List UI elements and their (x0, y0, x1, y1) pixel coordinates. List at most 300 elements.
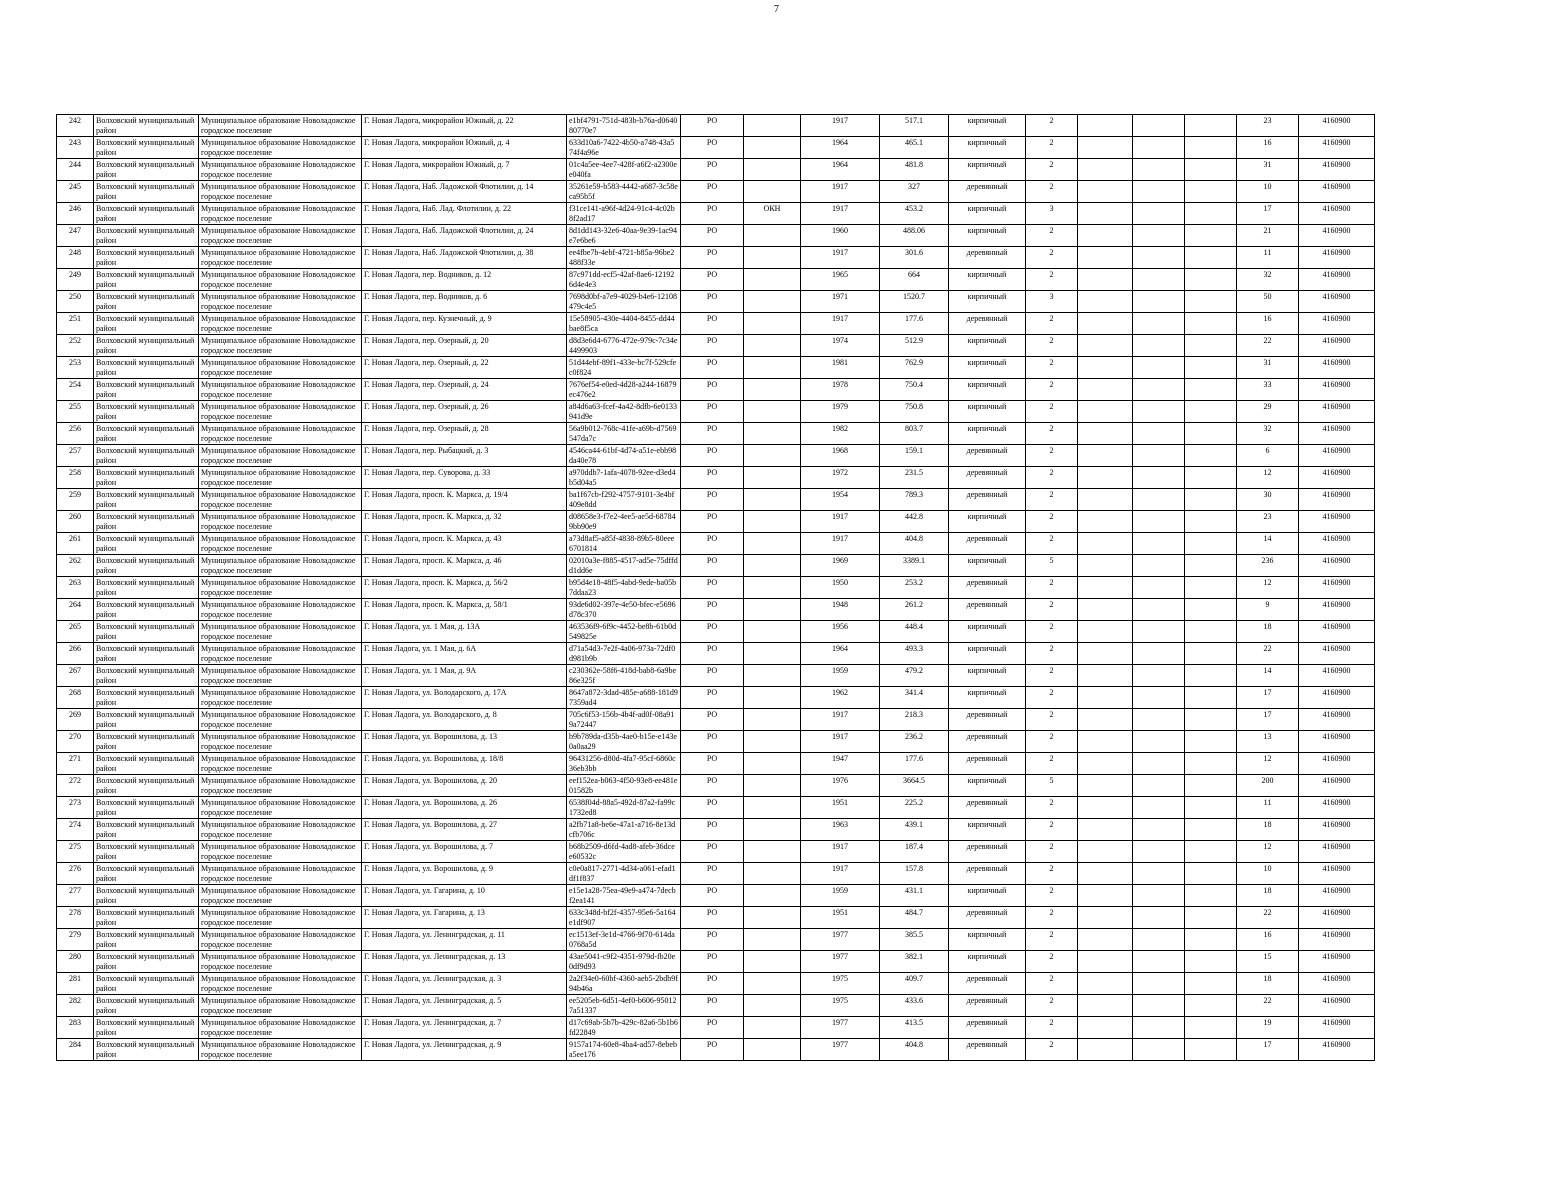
wall-material-cell: деревянный (949, 863, 1026, 885)
area-cell: 762.9 (880, 357, 949, 379)
code-cell: 4160900 (1299, 467, 1375, 489)
guid-cell: 15e58905-430e-4404-8455-dd44bae8f5ca (567, 313, 681, 335)
empty-cell (1078, 335, 1133, 357)
build-year-cell: 1964 (801, 137, 880, 159)
code-cell: 4160900 (1299, 731, 1375, 753)
empty-cell (1078, 203, 1133, 225)
table-row (57, 885, 1375, 907)
row-number-cell: 272 (57, 775, 94, 797)
wall-material-cell: кирпичный (949, 423, 1026, 445)
row-number-cell: 264 (57, 599, 94, 621)
district-cell: Волховский муниципальный район (94, 335, 199, 357)
empty-cell (1133, 247, 1185, 269)
district-cell: Волховский муниципальный район (94, 555, 199, 577)
area-cell: 431.1 (880, 885, 949, 907)
address-cell: Г. Новая Ладога, ул. Володарского, д. 8 (362, 709, 567, 731)
guid-cell: d71a54d3-7e2f-4a06-973a-72df0d981b9b (567, 643, 681, 665)
floors-cell: 2 (1026, 863, 1078, 885)
heritage-status-cell (744, 731, 801, 753)
object-type-cell: РО (681, 225, 744, 247)
district-cell: Волховский муниципальный район (94, 159, 199, 181)
address-cell: Г. Новая Ладога, просп. К. Маркса, д. 43 (362, 533, 567, 555)
floors-cell: 2 (1026, 643, 1078, 665)
build-year-cell: 1977 (801, 929, 880, 951)
empty-cell (1185, 1039, 1237, 1061)
guid-cell: 6538f04d-88a5-492d-87a2-fa99c1732ed8 (567, 797, 681, 819)
floors-cell: 2 (1026, 269, 1078, 291)
address-cell: Г. Новая Ладога, ул. Ворошилова, д. 7 (362, 841, 567, 863)
area-cell: 225.2 (880, 797, 949, 819)
object-type-cell: РО (681, 775, 744, 797)
object-type-cell: РО (681, 599, 744, 621)
municipality-cell: Муниципальное образование Новоладожское городское поселение (199, 643, 362, 665)
row-number-cell: 242 (57, 115, 94, 137)
municipality-cell: Муниципальное образование Новоладожское городское поселение (199, 929, 362, 951)
row-number-cell: 257 (57, 445, 94, 467)
table-row (57, 489, 1375, 511)
residents-cell: 16 (1237, 929, 1299, 951)
area-cell: 404.8 (880, 1039, 949, 1061)
row-number-cell: 250 (57, 291, 94, 313)
table-row (57, 973, 1375, 995)
area-cell: 177.6 (880, 753, 949, 775)
code-cell: 4160900 (1299, 291, 1375, 313)
heritage-status-cell (744, 357, 801, 379)
empty-cell (1133, 665, 1185, 687)
build-year-cell: 1951 (801, 907, 880, 929)
guid-cell: 93de6d02-397e-4e50-bfec-e5696d78c370 (567, 599, 681, 621)
object-type-cell: РО (681, 687, 744, 709)
heritage-status-cell (744, 621, 801, 643)
empty-cell (1078, 445, 1133, 467)
empty-cell (1133, 401, 1185, 423)
build-year-cell: 1950 (801, 577, 880, 599)
empty-cell (1185, 247, 1237, 269)
wall-material-cell: кирпичный (949, 621, 1026, 643)
address-cell: Г. Новая Ладога, ул. Ленинградская, д. 3 (362, 973, 567, 995)
heritage-status-cell (744, 687, 801, 709)
wall-material-cell: кирпичный (949, 929, 1026, 951)
empty-cell (1133, 621, 1185, 643)
area-cell: 3664.5 (880, 775, 949, 797)
table-row (57, 1039, 1375, 1061)
guid-cell: 87c971dd-ecf5-42af-8ae6-121926d4e4e3 (567, 269, 681, 291)
heritage-status-cell (744, 797, 801, 819)
floors-cell: 2 (1026, 819, 1078, 841)
row-number-cell: 256 (57, 423, 94, 445)
heritage-status-cell (744, 599, 801, 621)
empty-cell (1133, 335, 1185, 357)
code-cell: 4160900 (1299, 643, 1375, 665)
heritage-status-cell (744, 423, 801, 445)
empty-cell (1185, 181, 1237, 203)
municipality-cell: Муниципальное образование Новоладожское городское поселение (199, 445, 362, 467)
object-type-cell: РО (681, 401, 744, 423)
object-type-cell: РО (681, 511, 744, 533)
wall-material-cell: кирпичный (949, 555, 1026, 577)
empty-cell (1133, 819, 1185, 841)
address-cell: Г. Новая Ладога, пер. Озерный, д. 22 (362, 357, 567, 379)
floors-cell: 2 (1026, 951, 1078, 973)
guid-cell: d8d3e6d4-6776-472e-979c-7c34e4499903 (567, 335, 681, 357)
object-type-cell: РО (681, 951, 744, 973)
empty-cell (1185, 841, 1237, 863)
municipality-cell: Муниципальное образование Новоладожское городское поселение (199, 731, 362, 753)
area-cell: 442.8 (880, 511, 949, 533)
address-cell: Г. Новая Ладога, ул. 1 Мая, д. 13А (362, 621, 567, 643)
object-type-cell: РО (681, 115, 744, 137)
area-cell: 750.8 (880, 401, 949, 423)
residents-cell: 17 (1237, 687, 1299, 709)
floors-cell: 2 (1026, 973, 1078, 995)
empty-cell (1133, 269, 1185, 291)
area-cell: 479.2 (880, 665, 949, 687)
floors-cell: 2 (1026, 665, 1078, 687)
empty-cell (1133, 467, 1185, 489)
heritage-status-cell (744, 775, 801, 797)
wall-material-cell: деревянный (949, 709, 1026, 731)
guid-cell: 96431256-d80d-4fa7-95cf-6860c36eb3bb (567, 753, 681, 775)
code-cell: 4160900 (1299, 225, 1375, 247)
empty-cell (1078, 709, 1133, 731)
empty-cell (1185, 885, 1237, 907)
guid-cell: ec1513ef-3e1d-4766-9f70-614da0768a5d (567, 929, 681, 951)
empty-cell (1185, 621, 1237, 643)
empty-cell (1133, 731, 1185, 753)
heritage-status-cell (744, 863, 801, 885)
empty-cell (1133, 643, 1185, 665)
district-cell: Волховский муниципальный район (94, 511, 199, 533)
area-cell: 385.5 (880, 929, 949, 951)
area-cell: 664 (880, 269, 949, 291)
heritage-status-cell (744, 379, 801, 401)
guid-cell: b9b789da-d35b-4ae0-b15e-e143e0a0aa29 (567, 731, 681, 753)
residents-cell: 29 (1237, 401, 1299, 423)
empty-cell (1133, 599, 1185, 621)
address-cell: Г. Новая Ладога, ул. Гагарина, д. 10 (362, 885, 567, 907)
address-cell: Г. Новая Ладога, пер. Суворова, д. 33 (362, 467, 567, 489)
floors-cell: 2 (1026, 577, 1078, 599)
residents-cell: 12 (1237, 577, 1299, 599)
table-row (57, 379, 1375, 401)
heritage-status-cell (744, 467, 801, 489)
empty-cell (1078, 665, 1133, 687)
empty-cell (1078, 973, 1133, 995)
code-cell: 4160900 (1299, 863, 1375, 885)
municipality-cell: Муниципальное образование Новоладожское городское поселение (199, 159, 362, 181)
municipality-cell: Муниципальное образование Новоладожское городское поселение (199, 203, 362, 225)
area-cell: 439.1 (880, 819, 949, 841)
empty-cell (1133, 1017, 1185, 1039)
build-year-cell: 1981 (801, 357, 880, 379)
empty-cell (1133, 577, 1185, 599)
object-type-cell: РО (681, 731, 744, 753)
empty-cell (1185, 753, 1237, 775)
heritage-status-cell (744, 995, 801, 1017)
code-cell: 4160900 (1299, 995, 1375, 1017)
empty-cell (1078, 467, 1133, 489)
area-cell: 3389.1 (880, 555, 949, 577)
row-number-cell: 280 (57, 951, 94, 973)
heritage-status-cell (744, 929, 801, 951)
object-type-cell: РО (681, 159, 744, 181)
residents-cell: 16 (1237, 313, 1299, 335)
district-cell: Волховский муниципальный район (94, 687, 199, 709)
empty-cell (1078, 929, 1133, 951)
wall-material-cell: деревянный (949, 841, 1026, 863)
municipality-cell: Муниципальное образование Новоладожское городское поселение (199, 885, 362, 907)
object-type-cell: РО (681, 907, 744, 929)
empty-cell (1185, 577, 1237, 599)
guid-cell: e15e1a28-75ea-49e9-a474-7decbf2ea141 (567, 885, 681, 907)
code-cell: 4160900 (1299, 577, 1375, 599)
municipality-cell: Муниципальное образование Новоладожское городское поселение (199, 511, 362, 533)
residents-cell: 32 (1237, 423, 1299, 445)
floors-cell: 2 (1026, 313, 1078, 335)
address-cell: Г. Новая Ладога, пер. Озерный, д. 20 (362, 335, 567, 357)
residents-cell: 22 (1237, 907, 1299, 929)
guid-cell: 02010a3e-f885-4517-ad5e-75dffdd1dd6e (567, 555, 681, 577)
residents-cell: 18 (1237, 885, 1299, 907)
wall-material-cell: деревянный (949, 313, 1026, 335)
municipality-cell: Муниципальное образование Новоладожское городское поселение (199, 291, 362, 313)
empty-cell (1133, 159, 1185, 181)
empty-cell (1078, 555, 1133, 577)
code-cell: 4160900 (1299, 665, 1375, 687)
empty-cell (1078, 379, 1133, 401)
table-row (57, 797, 1375, 819)
guid-cell: 4546ca44-61bf-4d74-a51e-ebb98da40e78 (567, 445, 681, 467)
table-row (57, 841, 1375, 863)
guid-cell: 8d1dd143-32e6-40aa-9e39-1ac94e7e6be6 (567, 225, 681, 247)
address-cell: Г. Новая Ладога, просп. К. Маркса, д. 46 (362, 555, 567, 577)
wall-material-cell: кирпичный (949, 357, 1026, 379)
floors-cell: 5 (1026, 775, 1078, 797)
empty-cell (1185, 1017, 1237, 1039)
guid-cell: d17c69ab-5b7b-429c-82a6-5b1b6fd22849 (567, 1017, 681, 1039)
wall-material-cell: кирпичный (949, 665, 1026, 687)
guid-cell: f31ce141-a96f-4d24-91c4-4c02b8f2ad17 (567, 203, 681, 225)
object-type-cell: РО (681, 709, 744, 731)
heritage-status-cell (744, 247, 801, 269)
code-cell: 4160900 (1299, 1039, 1375, 1061)
empty-cell (1185, 797, 1237, 819)
empty-cell (1133, 687, 1185, 709)
table-row (57, 401, 1375, 423)
address-cell: Г. Новая Ладога, ул. Гагарина, д. 13 (362, 907, 567, 929)
build-year-cell: 1977 (801, 1039, 880, 1061)
code-cell: 4160900 (1299, 775, 1375, 797)
code-cell: 4160900 (1299, 115, 1375, 137)
empty-cell (1133, 357, 1185, 379)
residents-cell: 12 (1237, 467, 1299, 489)
floors-cell: 3 (1026, 203, 1078, 225)
heritage-status-cell (744, 841, 801, 863)
row-number-cell: 269 (57, 709, 94, 731)
code-cell: 4160900 (1299, 357, 1375, 379)
residents-cell: 16 (1237, 137, 1299, 159)
district-cell: Волховский муниципальный район (94, 269, 199, 291)
object-type-cell: РО (681, 841, 744, 863)
residents-cell: 11 (1237, 247, 1299, 269)
empty-cell (1185, 313, 1237, 335)
object-type-cell: РО (681, 489, 744, 511)
area-cell: 493.3 (880, 643, 949, 665)
object-type-cell: РО (681, 445, 744, 467)
object-type-cell: РО (681, 973, 744, 995)
build-year-cell: 1917 (801, 181, 880, 203)
empty-cell (1133, 423, 1185, 445)
district-cell: Волховский муниципальный район (94, 709, 199, 731)
row-number-cell: 274 (57, 819, 94, 841)
empty-cell (1185, 973, 1237, 995)
empty-cell (1185, 665, 1237, 687)
residents-cell: 23 (1237, 511, 1299, 533)
address-cell: Г. Новая Ладога, ул. Ленинградская, д. 13 (362, 951, 567, 973)
build-year-cell: 1982 (801, 423, 880, 445)
wall-material-cell: деревянный (949, 577, 1026, 599)
municipality-cell: Муниципальное образование Новоладожское городское поселение (199, 379, 362, 401)
wall-material-cell: кирпичный (949, 819, 1026, 841)
empty-cell (1185, 907, 1237, 929)
heritage-status-cell (744, 973, 801, 995)
object-type-cell: РО (681, 621, 744, 643)
address-cell: Г. Новая Ладога, микрорайон Южный, д. 4 (362, 137, 567, 159)
address-cell: Г. Новая Ладога, микрорайон Южный, д. 7 (362, 159, 567, 181)
table-row (57, 1017, 1375, 1039)
heritage-status-cell: ОКН (744, 203, 801, 225)
district-cell: Волховский муниципальный район (94, 753, 199, 775)
guid-cell: 8647a872-3dad-485e-a688-181d97359ad4 (567, 687, 681, 709)
residents-cell: 22 (1237, 995, 1299, 1017)
object-type-cell: РО (681, 379, 744, 401)
table-row (57, 929, 1375, 951)
wall-material-cell: деревянный (949, 599, 1026, 621)
district-cell: Волховский муниципальный район (94, 665, 199, 687)
residents-cell: 22 (1237, 335, 1299, 357)
district-cell: Волховский муниципальный район (94, 137, 199, 159)
row-number-cell: 259 (57, 489, 94, 511)
build-year-cell: 1962 (801, 687, 880, 709)
empty-cell (1133, 445, 1185, 467)
empty-cell (1078, 511, 1133, 533)
floors-cell: 2 (1026, 533, 1078, 555)
guid-cell: 56a9b012-768c-41fe-a69b-d7569547da7c (567, 423, 681, 445)
municipality-cell: Муниципальное образование Новоладожское городское поселение (199, 665, 362, 687)
district-cell: Волховский муниципальный район (94, 731, 199, 753)
object-type-cell: РО (681, 335, 744, 357)
table-row (57, 269, 1375, 291)
table-row (57, 753, 1375, 775)
area-cell: 517.1 (880, 115, 949, 137)
residents-cell: 31 (1237, 159, 1299, 181)
municipality-cell: Муниципальное образование Новоладожское городское поселение (199, 863, 362, 885)
row-number-cell: 244 (57, 159, 94, 181)
floors-cell: 2 (1026, 753, 1078, 775)
municipality-cell: Муниципальное образование Новоладожское городское поселение (199, 687, 362, 709)
municipality-cell: Муниципальное образование Новоладожское городское поселение (199, 269, 362, 291)
table-row (57, 247, 1375, 269)
wall-material-cell: кирпичный (949, 269, 1026, 291)
area-cell: 465.1 (880, 137, 949, 159)
address-cell: Г. Новая Ладога, ул. Ворошилова, д. 9 (362, 863, 567, 885)
code-cell: 4160900 (1299, 951, 1375, 973)
wall-material-cell: деревянный (949, 995, 1026, 1017)
guid-cell: 01c4a5ee-4ee7-428f-a6f2-a2300ee040fa (567, 159, 681, 181)
residents-cell: 17 (1237, 203, 1299, 225)
code-cell: 4160900 (1299, 797, 1375, 819)
build-year-cell: 1964 (801, 159, 880, 181)
district-cell: Волховский муниципальный район (94, 863, 199, 885)
guid-cell: 633c348d-bf2f-4357-95e6-5a164e1df907 (567, 907, 681, 929)
residents-cell: 14 (1237, 533, 1299, 555)
heritage-status-cell (744, 489, 801, 511)
code-cell: 4160900 (1299, 181, 1375, 203)
floors-cell: 2 (1026, 709, 1078, 731)
wall-material-cell: деревянный (949, 489, 1026, 511)
object-type-cell: РО (681, 291, 744, 313)
build-year-cell: 1975 (801, 973, 880, 995)
guid-cell: 9157a174-60e8-4ba4-ad57-8ebeba5ee176 (567, 1039, 681, 1061)
guid-cell: a73d8af5-a85f-4838-89b5-80eee6701814 (567, 533, 681, 555)
table-row (57, 225, 1375, 247)
empty-cell (1133, 951, 1185, 973)
municipality-cell: Муниципальное образование Новоладожское городское поселение (199, 489, 362, 511)
floors-cell: 2 (1026, 599, 1078, 621)
district-cell: Волховский муниципальный район (94, 291, 199, 313)
row-number-cell: 279 (57, 929, 94, 951)
residents-cell: 19 (1237, 1017, 1299, 1039)
address-cell: Г. Новая Ладога, ул. Володарского, д. 17А (362, 687, 567, 709)
floors-cell: 2 (1026, 687, 1078, 709)
object-type-cell: РО (681, 423, 744, 445)
residents-cell: 10 (1237, 863, 1299, 885)
build-year-cell: 1951 (801, 797, 880, 819)
area-cell: 484.7 (880, 907, 949, 929)
empty-cell (1078, 137, 1133, 159)
heritage-status-cell (744, 885, 801, 907)
address-cell: Г. Новая Ладога, просп. К. Маркса, д. 58/1 (362, 599, 567, 621)
district-cell: Волховский муниципальный район (94, 115, 199, 137)
wall-material-cell: кирпичный (949, 137, 1026, 159)
object-type-cell: РО (681, 819, 744, 841)
code-cell: 4160900 (1299, 841, 1375, 863)
object-type-cell: РО (681, 203, 744, 225)
code-cell: 4160900 (1299, 555, 1375, 577)
district-cell: Волховский муниципальный район (94, 247, 199, 269)
municipality-cell: Муниципальное образование Новоладожское городское поселение (199, 577, 362, 599)
empty-cell (1133, 137, 1185, 159)
build-year-cell: 1960 (801, 225, 880, 247)
empty-cell (1185, 401, 1237, 423)
district-cell: Волховский муниципальный район (94, 357, 199, 379)
municipality-cell: Муниципальное образование Новоладожское городское поселение (199, 423, 362, 445)
build-year-cell: 1917 (801, 115, 880, 137)
row-number-cell: 254 (57, 379, 94, 401)
address-cell: Г. Новая Ладога, Наб. Ладожской Флотилии, д. 14 (362, 181, 567, 203)
table-row (57, 577, 1375, 599)
area-cell: 512.9 (880, 335, 949, 357)
empty-cell (1185, 555, 1237, 577)
code-cell: 4160900 (1299, 973, 1375, 995)
area-cell: 409.7 (880, 973, 949, 995)
municipality-cell: Муниципальное образование Новоладожское городское поселение (199, 973, 362, 995)
object-type-cell: РО (681, 643, 744, 665)
municipality-cell: Муниципальное образование Новоладожское городское поселение (199, 225, 362, 247)
empty-cell (1185, 731, 1237, 753)
build-year-cell: 1956 (801, 621, 880, 643)
empty-cell (1133, 885, 1185, 907)
